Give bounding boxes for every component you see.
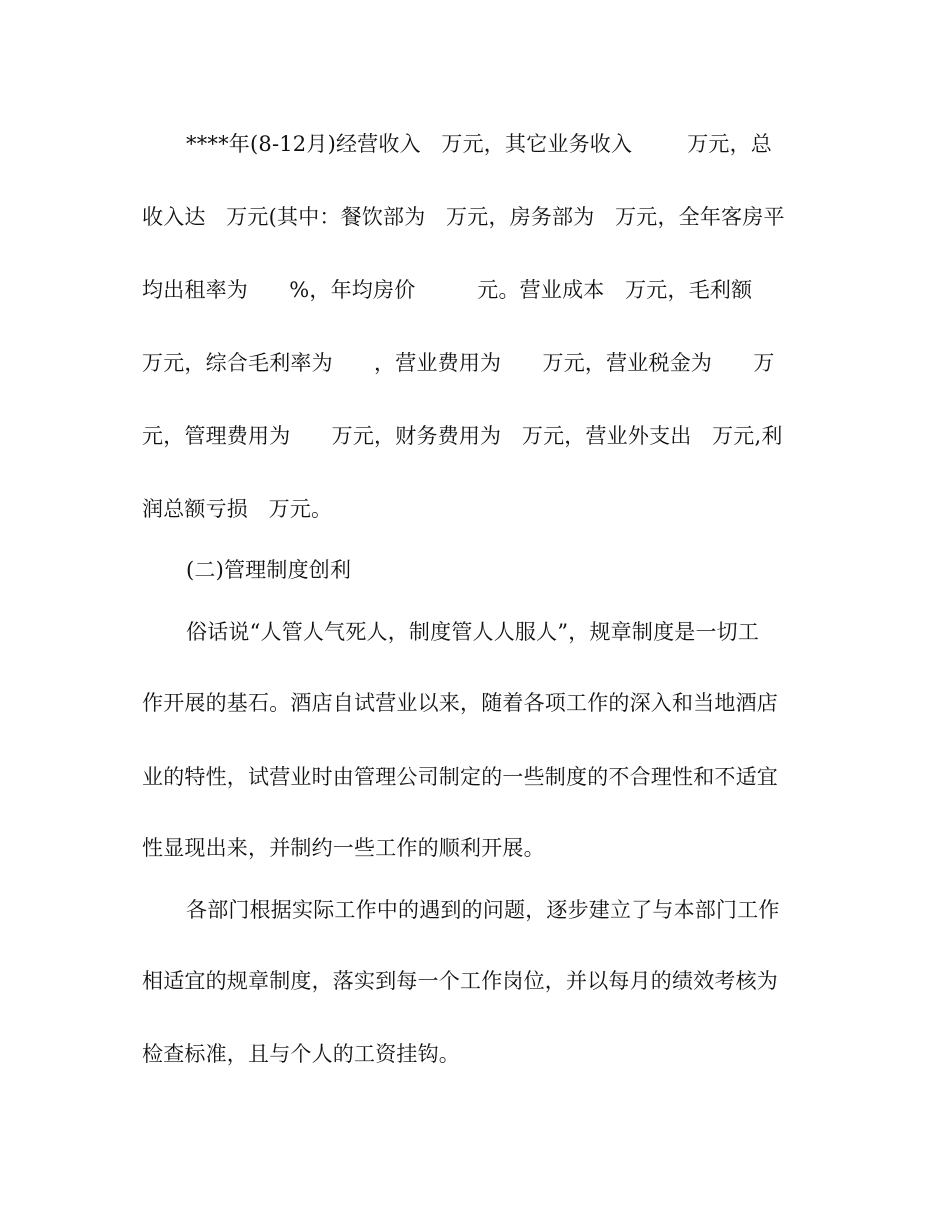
paragraph-1-line-6: 润总额亏损 万元。	[142, 497, 333, 521]
paragraph-1-line-4: 万元，综合毛利率为 ，营业费用为 万元，营业税金为 万	[142, 351, 775, 375]
paragraph-1-line-1: ****年(8-12月)经营收入 万元，其它业务收入 万元，总	[186, 132, 772, 156]
paragraph-3-line-1: 各部门根据实际工作中的遇到的问题，逐步建立了与本部门工作	[186, 898, 780, 922]
paragraph-1-line-2: 收入达 万元(其中：餐饮部为 万元，房务部为 万元，全年客房平	[142, 205, 785, 229]
paragraph-3-line-2: 相适宜的规章制度，落实到每一个工作岗位，并以每月的绩效考核为	[142, 969, 778, 993]
paragraph-2-line-3: 业的特性，试营业时由管理公司制定的一些制度的不合理性和不适宜	[142, 765, 778, 789]
section-heading: (二)管理制度创利	[186, 558, 352, 582]
paragraph-2-line-2: 作开展的基石。酒店自试营业以来，随着各项工作的深入和当地酒店	[142, 691, 778, 715]
paragraph-2-line-1: 俗话说“人管人气死人，制度管人人服人”，规章制度是一切工	[186, 620, 760, 644]
paragraph-1-line-5: 元，管理费用为 万元，财务费用为 万元，营业外支出 万元,利	[142, 424, 783, 448]
paragraph-1-line-3: 均出租率为 %，年均房价 元。营业成本 万元，毛利额	[142, 278, 753, 302]
paragraph-2-line-4: 性显现出来，并制约一些工作的顺利开展。	[142, 836, 545, 860]
paragraph-3-line-3: 检查标准，且与个人的工资挂钩。	[142, 1042, 460, 1066]
